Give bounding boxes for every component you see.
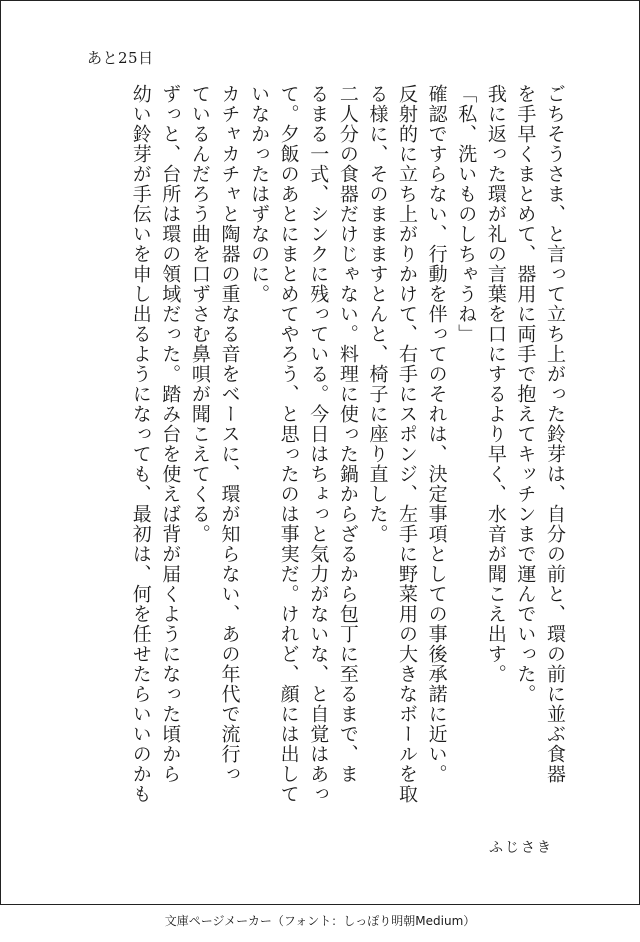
text-column: て。夕飯のあとにまとめてやろう、と思ったのは事実だ。けれど、顔には出して bbox=[277, 84, 300, 804]
header-note: あと25日 bbox=[87, 49, 154, 67]
footer-credit: 文庫ページメーカー（フォント：しっぽり明朝Medium） bbox=[164, 914, 476, 928]
vertical-body-text bbox=[125, 84, 569, 814]
author-name: ふじさき bbox=[489, 840, 553, 856]
text-column: ているんだろう曲を口ずさむ鼻唄が聞こえてくる。 bbox=[188, 84, 211, 544]
text-column: ずっと、台所は環の領域だった。踏み台を使えば背が届くようになった頃から bbox=[159, 84, 182, 784]
text-column: 確認ですらない、行動を伴ってのそれは、決定事項としての事後承諾に近い。 bbox=[425, 84, 448, 784]
text-column: カチャカチャと陶器の重なる音をベースに、環が知らない、あの年代で流行っ bbox=[218, 84, 241, 784]
text-column: 我に返った環が礼の言葉を口にするより早く、水音が聞こえ出す。 bbox=[484, 84, 507, 684]
text-column: 二人分の食器だけじゃない。料理に使った鍋からざるから包丁に至るまで、ま bbox=[336, 84, 359, 784]
text-column: 「私、洗いものしちゃうね」 bbox=[455, 84, 478, 344]
text-column: 幼い鈴芽が手伝いを申し出るようになっても、最初は、何を任せたらいいのかも bbox=[129, 84, 152, 804]
text-column: るまる一式、シンクに残っている。今日はちょっと気力がないな、と自覚はあっ bbox=[307, 84, 330, 804]
text-column: を手早くまとめて、器用に両手で抱えてキッチンまで運んでいった。 bbox=[514, 84, 537, 704]
text-column: ごちそうさま、と言って立ち上がった鈴芽は、自分の前と、環の前に並ぶ食器 bbox=[544, 84, 566, 784]
text-column: 反射的に立ち上がりかけて、右手にスポンジ、左手に野菜用の大きなボールを取 bbox=[396, 84, 419, 804]
text-column: いなかったはずなのに。 bbox=[248, 84, 271, 304]
text-column: る様に、そのままますとんと、椅子に座り直した。 bbox=[366, 84, 389, 544]
